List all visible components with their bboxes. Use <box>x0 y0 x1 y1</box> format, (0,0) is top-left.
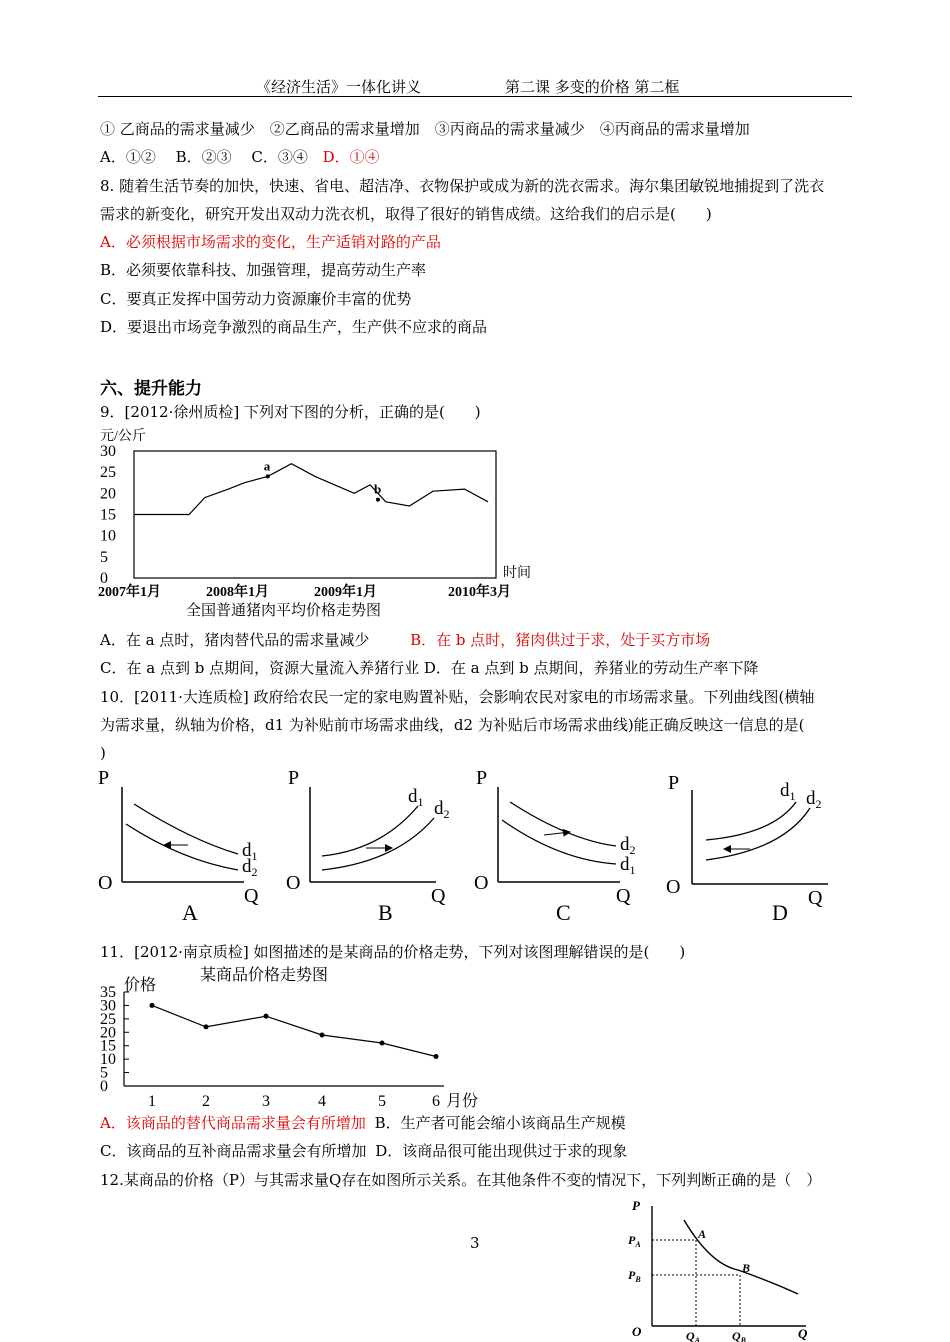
chart1-xtick-label: 2008年1月 <box>206 585 269 600</box>
q8-stem-1: 8. 随着生活节奏的加快，快速、省电、超洁净、衣物保护或成为新的洗衣需求。海尔集团敏锐地捕捉到了洗衣 <box>100 177 825 195</box>
chart2-series-line <box>152 1005 436 1056</box>
q11-options-cd <box>100 1141 627 1161</box>
chart2-xlabel: 月份 <box>446 1093 479 1110</box>
graph-a-top-label: $d_1$ <box>242 840 258 863</box>
q11-options-ab <box>100 1113 626 1133</box>
graph-b-origin: O <box>286 872 301 894</box>
chart1-xtick-label: 2010年3月 <box>448 585 511 600</box>
q10-stem-2: 为需求量，纵轴为价格，d1 为补贴前市场需求曲线，d2 为补贴后市场需求曲线)能正确反映这一信息的是( <box>100 716 805 734</box>
graph-d-curve-bottom <box>706 808 810 860</box>
graph-d-top-label: $d_1$ <box>780 780 796 803</box>
q12-pa-label: $P_A$ <box>628 1233 641 1249</box>
chart1-ytick-label: 5 <box>100 548 108 566</box>
commodity-price-chart <box>96 964 496 1112</box>
q12-qa-label: $Q_A$ <box>686 1329 701 1342</box>
graph-c-bottom-label: $d_1$ <box>620 854 636 877</box>
q11-stem: 11．[2012·南京质检] 如图描述的是某商品的价格走势，下列对该图理解错误的是( ) <box>100 943 686 961</box>
q10-stem-1: 10．[2011·大连质检] 政府给农民一定的家电购置补贴，会影响农民对家电的市场需求量。下列曲线图(横轴 <box>100 688 815 706</box>
chart2-point <box>204 1024 209 1029</box>
q12-pb-label: $P_B$ <box>628 1268 641 1284</box>
chart2-ytick-label: 30 <box>100 997 116 1015</box>
chart2-xtick-label: 1 <box>148 1093 156 1110</box>
q7-options <box>100 147 380 167</box>
chart1-series-line <box>134 464 488 515</box>
chart2-xtick-label: 5 <box>378 1093 386 1110</box>
chart1-point-a <box>266 474 270 478</box>
q11-option-c: C．该商品的互补商品需求量会有所增加 <box>100 1142 367 1160</box>
chart1-ytick-label: 20 <box>100 485 116 503</box>
chart2-ylabel: 价格 <box>124 977 157 994</box>
graph-c-q-axis: Q <box>616 885 631 907</box>
header-rule <box>98 96 852 97</box>
q11-option-b: B．生产者可能会缩小该商品生产规模 <box>374 1114 626 1132</box>
chart2-point <box>434 1054 439 1059</box>
graph-a-label: A <box>182 900 198 925</box>
chart2-point <box>150 1003 155 1008</box>
q8-option-a: A．必须根据市场需求的变化，生产适销对路的产品 <box>100 233 441 251</box>
chart2-xtick-label: 2 <box>202 1093 210 1110</box>
graph-d <box>666 772 828 925</box>
chart1-ytick-label: 30 <box>100 443 116 460</box>
q11-option-a: A．该商品的替代商品需求量会有所增加 <box>100 1114 366 1132</box>
graph-d-label: D <box>772 900 788 925</box>
graph-d-curve-top <box>706 802 796 840</box>
pork-price-chart <box>96 424 546 624</box>
q9-option-a: A．在 a 点时，猪肉替代品的需求量减少 <box>100 631 370 649</box>
header-left-title: 《经济生活》一体化讲义 <box>256 78 422 96</box>
graph-a-curve-top <box>134 804 238 854</box>
chart1-xtick-label: 2009年1月 <box>314 585 377 600</box>
demand-curve-graphs <box>96 762 856 927</box>
q12-demand-graph <box>622 1198 822 1342</box>
chart1-title: 全国普通猪肉平均价格走势图 <box>186 603 382 619</box>
q8-stem-2: 需求的新变化，研究开发出双动力洗衣机，取得了很好的销售成绩。这给我们的启示是( ) <box>100 205 712 223</box>
graph-b-label: B <box>378 900 393 925</box>
q11-option-d: D．该商品很可能出现供过于求的现象 <box>375 1142 628 1160</box>
chart1-ytick-label: 25 <box>100 464 116 482</box>
graph-b-q-axis: Q <box>431 885 446 907</box>
graph-d-q-axis: Q <box>808 887 823 909</box>
q12-stem: 12.某商品的价格（P）与其需求量Q存在如图所示关系。在其他条件不变的情况下，下列判断正确的是（ ） <box>100 1171 822 1189</box>
q12-point-a: A <box>698 1227 707 1241</box>
q7-option-correct: D．①④ <box>322 148 380 166</box>
q12-origin: O <box>632 1324 642 1339</box>
chart2-ytick-label: 10 <box>100 1051 116 1069</box>
chart2-xtick-label: 6 <box>432 1093 440 1110</box>
chart2-ytick-label: 35 <box>100 984 116 1001</box>
q7-statements: ① 乙商品的需求量减少 ②乙商品的需求量增加 ③丙商品的需求量减少 ④丙商品的需求量增加 <box>100 120 750 138</box>
graph-a-p-axis: P <box>98 767 110 789</box>
graph-a-bottom-label: $d_2$ <box>242 856 258 879</box>
q12-p-axis: P <box>632 1198 640 1213</box>
q9-option-b: B．在 b 点时，猪肉供过于求，处于买方市场 <box>410 631 711 649</box>
graph-b-p-axis: P <box>288 767 300 789</box>
q12-point-b: B <box>742 1261 751 1275</box>
chart2-ytick-label: 0 <box>100 1078 108 1095</box>
chart1-ytick-label: 0 <box>100 570 108 587</box>
graph-a-q-axis: Q <box>244 885 259 907</box>
chart1-xlabel: 时间 <box>503 566 531 581</box>
chart2-point <box>320 1032 325 1037</box>
chart1-point-b <box>376 498 380 502</box>
graph-c-label: C <box>556 900 571 925</box>
chart2-ytick-label: 5 <box>100 1064 108 1082</box>
q9-options-ab <box>100 630 710 650</box>
chart1-point-label-a: a <box>263 458 271 474</box>
q7-options-wrong: A．①② B．②③ C．③④ <box>100 148 308 166</box>
graph-b-top-label: $d_1$ <box>408 786 424 809</box>
header-right-title: 第二课 多变的价格 第二框 <box>505 78 680 96</box>
chart1-ytick-label: 10 <box>100 527 116 545</box>
graph-c-arrow <box>544 832 570 835</box>
chart1-ylabel: 元/公斤 <box>100 429 146 444</box>
chart2-ytick-label: 25 <box>100 1010 116 1028</box>
chart2-point <box>264 1014 269 1019</box>
chart2-ytick-label: 20 <box>100 1024 116 1042</box>
page-number: 3 <box>470 1234 480 1252</box>
chart1-point-label-b: b <box>373 481 382 497</box>
q8-option-d: D．要退出市场竞争激烈的商品生产，生产供不应求的商品 <box>100 318 488 336</box>
chart1-xtick-label: 2007年1月 <box>98 585 161 600</box>
graph-d-origin: O <box>666 876 681 898</box>
q8-option-b: B．必须要依靠科技、加强管理，提高劳动生产率 <box>100 261 427 279</box>
chart1-ytick-label: 15 <box>100 506 116 524</box>
q9-options-cd: C．在 a 点到 b 点期间，资源大量流入养猪行业 D．在 a 点到 b 点期间，养猪业的劳动生产率下降 <box>100 659 759 677</box>
chart2-title: 某商品价格走势图 <box>200 967 329 984</box>
graph-c-curve-top <box>510 802 616 846</box>
graph-a <box>98 767 259 925</box>
graph-c-origin: O <box>474 872 489 894</box>
graph-c-curve-bottom <box>502 820 616 864</box>
q9-stem: 9．[2012·徐州质检] 下列对下图的分析，正确的是( ) <box>100 403 481 421</box>
q12-q-axis: Q <box>798 1326 808 1341</box>
chart2-xtick-label: 3 <box>262 1093 270 1110</box>
chart2-ytick-label: 15 <box>100 1037 116 1055</box>
graph-d-p-axis: P <box>668 772 680 794</box>
graph-c-top-label: $d_2$ <box>620 834 636 857</box>
chart2-point <box>380 1041 385 1046</box>
graph-d-bottom-label: $d_2$ <box>806 788 822 811</box>
q8-option-c: C．要真正发挥中国劳动力资源廉价丰富的优势 <box>100 290 412 308</box>
graph-b-bottom-label: $d_2$ <box>434 798 450 821</box>
chart2-xtick-label: 4 <box>318 1093 326 1110</box>
graph-b <box>286 767 450 925</box>
graph-c <box>474 767 636 925</box>
graph-a-origin: O <box>98 872 113 894</box>
graph-c-p-axis: P <box>476 767 488 789</box>
section-title: 六、提升能力 <box>100 379 202 399</box>
q12-qb-label: $Q_B$ <box>732 1329 747 1342</box>
graph-b-curve-bottom <box>322 818 434 870</box>
q10-stem-3: ) <box>100 744 106 762</box>
